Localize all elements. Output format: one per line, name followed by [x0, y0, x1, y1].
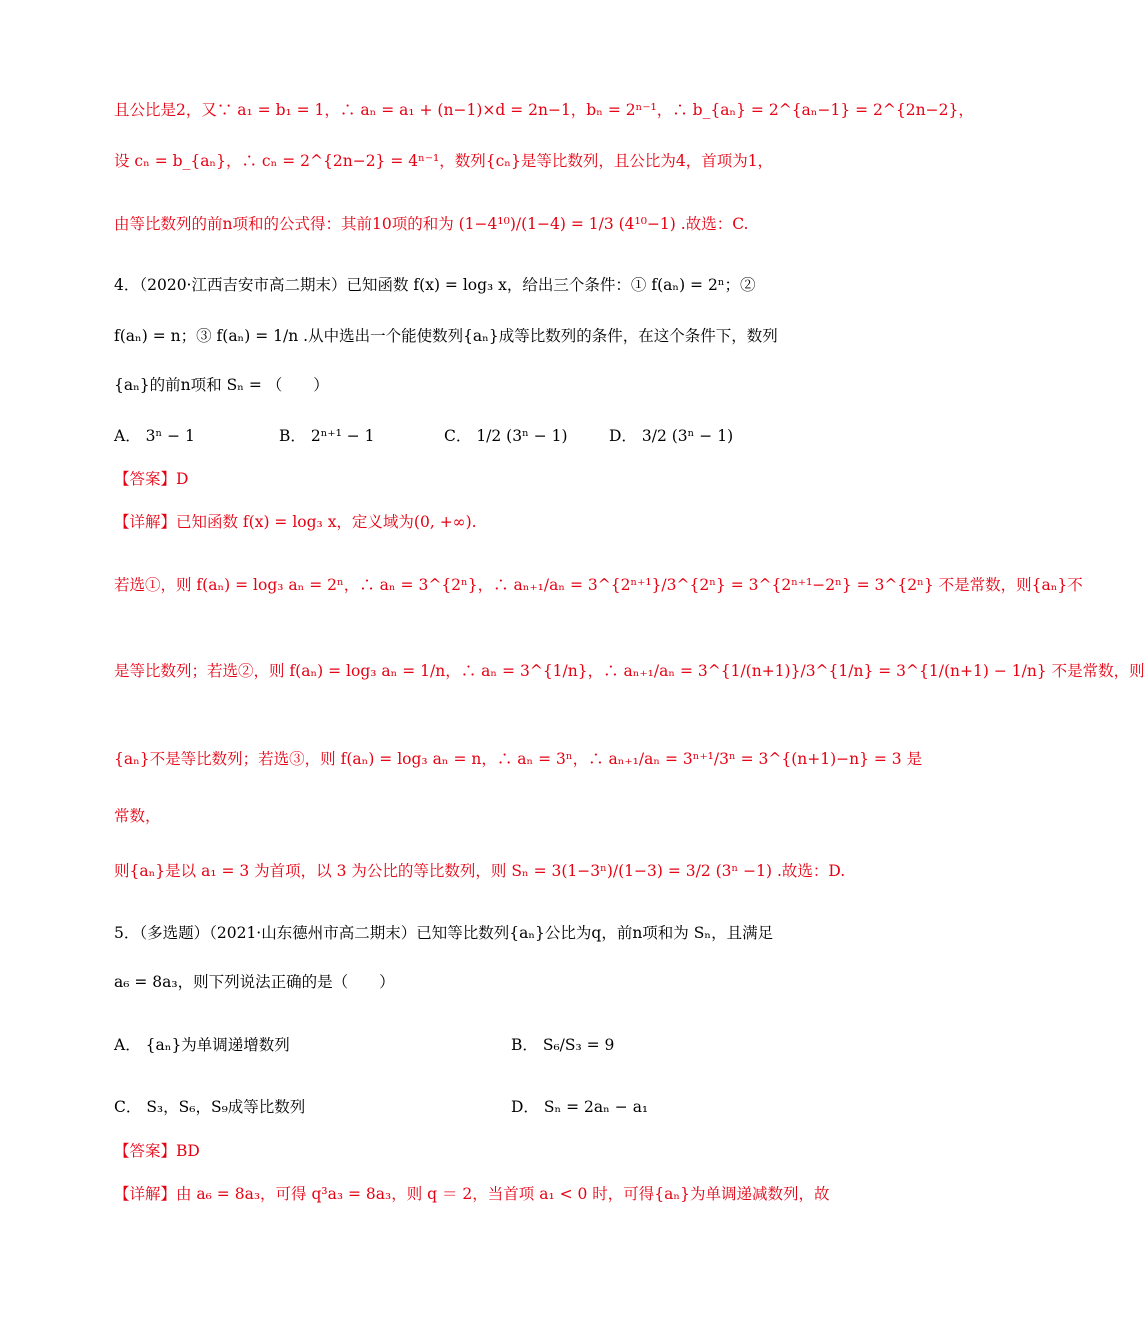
solution-line-3: 由等比数列的前n项和的公式得：其前10项的和为 (1−4¹⁰)/(1−4) = 1/3 (4¹⁰−1) .故选：C.: [114, 215, 749, 233]
option-label: C．: [114, 1098, 142, 1116]
q5-option-c: [114, 1096, 305, 1118]
q4-option-a: [114, 425, 195, 447]
q5-detail-1: 【详解】由 a₆ = 8a₃，可得 q³a₃ = 8a₃，则 q ＝ 2，当首项 a₁ < 0 时，可得{aₙ}为单调递减数列，故: [114, 1185, 830, 1203]
q5-option-d: [511, 1096, 648, 1118]
q5-stem-line-1: 5．（多选题）（2021·山东德州市高二期末）已知等比数列{aₙ}公比为q，前n项和为 Sₙ，且满足: [114, 924, 774, 942]
q5-option-a: [114, 1034, 290, 1056]
q5-answer: 【答案】BD: [114, 1142, 200, 1160]
option-text: 3ⁿ − 1: [145, 427, 195, 445]
option-text: Sₙ = 2aₙ − a₁: [543, 1098, 649, 1116]
option-label: A．: [114, 1036, 141, 1054]
q4-option-b: [279, 425, 375, 447]
q4-detail-3: 是等比数列；若选②，则 f(aₙ) = log₃ aₙ = 1/n，∴ aₙ = 3^{1/n}，∴ aₙ₊₁/aₙ = 3^{1/(n+1)}/3^{1/n} = 3^{1/(n+1) − 1/n} 不是常数，则: [114, 662, 1145, 680]
option-text: S₆/S₃ = 9: [542, 1036, 615, 1054]
q4-option-d: [609, 425, 733, 447]
q4-stem-line-3: {aₙ}的前n项和 Sₙ = （ ）: [114, 376, 329, 394]
solution-line-2: 设 cₙ = b_{aₙ}，∴ cₙ = 2^{2n−2} = 4ⁿ⁻¹，数列{cₙ}是等比数列，且公比为4，首项为1，: [114, 152, 774, 170]
q4-stem-line-1: 4．（2020·江西吉安市高二期末）已知函数 f(x) = log₃ x，给出三个条件：① f(aₙ) = 2ⁿ；②: [114, 276, 756, 294]
q5-stem-line-2: a₆ = 8a₃，则下列说法正确的是（ ）: [114, 973, 395, 991]
option-label: D．: [511, 1098, 539, 1116]
q4-detail-1: 【详解】已知函数 f(x) = log₃ x，定义域为(0, +∞).: [114, 513, 477, 531]
q4-detail-6: 则{aₙ}是以 a₁ = 3 为首项，以 3 为公比的等比数列，则 Sₙ = 3(1−3ⁿ)/(1−3) = 3/2 (3ⁿ −1) .故选：D.: [114, 862, 846, 880]
option-text: S₃，S₆，S₉成等比数列: [146, 1098, 306, 1116]
option-label: C．: [444, 427, 472, 445]
option-text: 1/2 (3ⁿ − 1): [476, 427, 568, 445]
q4-answer: 【答案】D: [114, 470, 189, 488]
option-label: B．: [511, 1036, 538, 1054]
option-label: D．: [609, 427, 637, 445]
q4-stem-line-2: f(aₙ) = n；③ f(aₙ) = 1/n .从中选出一个能使数列{aₙ}成等比数列的条件，在这个条件下，数列: [114, 327, 778, 345]
option-text: 2ⁿ⁺¹ − 1: [310, 427, 375, 445]
q4-option-c: [444, 425, 568, 447]
option-label: B．: [279, 427, 306, 445]
solution-line-1: 且公比是2，又∵ a₁ = b₁ = 1，∴ aₙ = a₁ + (n−1)×d = 2n−1，bₙ = 2ⁿ⁻¹，∴ b_{aₙ} = 2^{aₙ−1} = 2^{2n−2}，: [114, 101, 974, 119]
option-text: {aₙ}为单调递增数列: [145, 1036, 290, 1054]
q5-option-b: [511, 1034, 614, 1056]
q4-detail-4: {aₙ}不是等比数列；若选③，则 f(aₙ) = log₃ aₙ = n，∴ aₙ = 3ⁿ，∴ aₙ₊₁/aₙ = 3ⁿ⁺¹/3ⁿ = 3^{(n+1)−n} = 3 是: [114, 750, 923, 768]
option-text: 3/2 (3ⁿ − 1): [641, 427, 734, 445]
q4-detail-2: 若选①，则 f(aₙ) = log₃ aₙ = 2ⁿ，∴ aₙ = 3^{2ⁿ}，∴ aₙ₊₁/aₙ = 3^{2ⁿ⁺¹}/3^{2ⁿ} = 3^{2ⁿ⁺¹−2ⁿ} = 3^{2ⁿ} 不是常数，则{aₙ}不: [114, 576, 1083, 594]
q4-detail-5: 常数，: [114, 807, 161, 825]
option-label: A．: [114, 427, 141, 445]
